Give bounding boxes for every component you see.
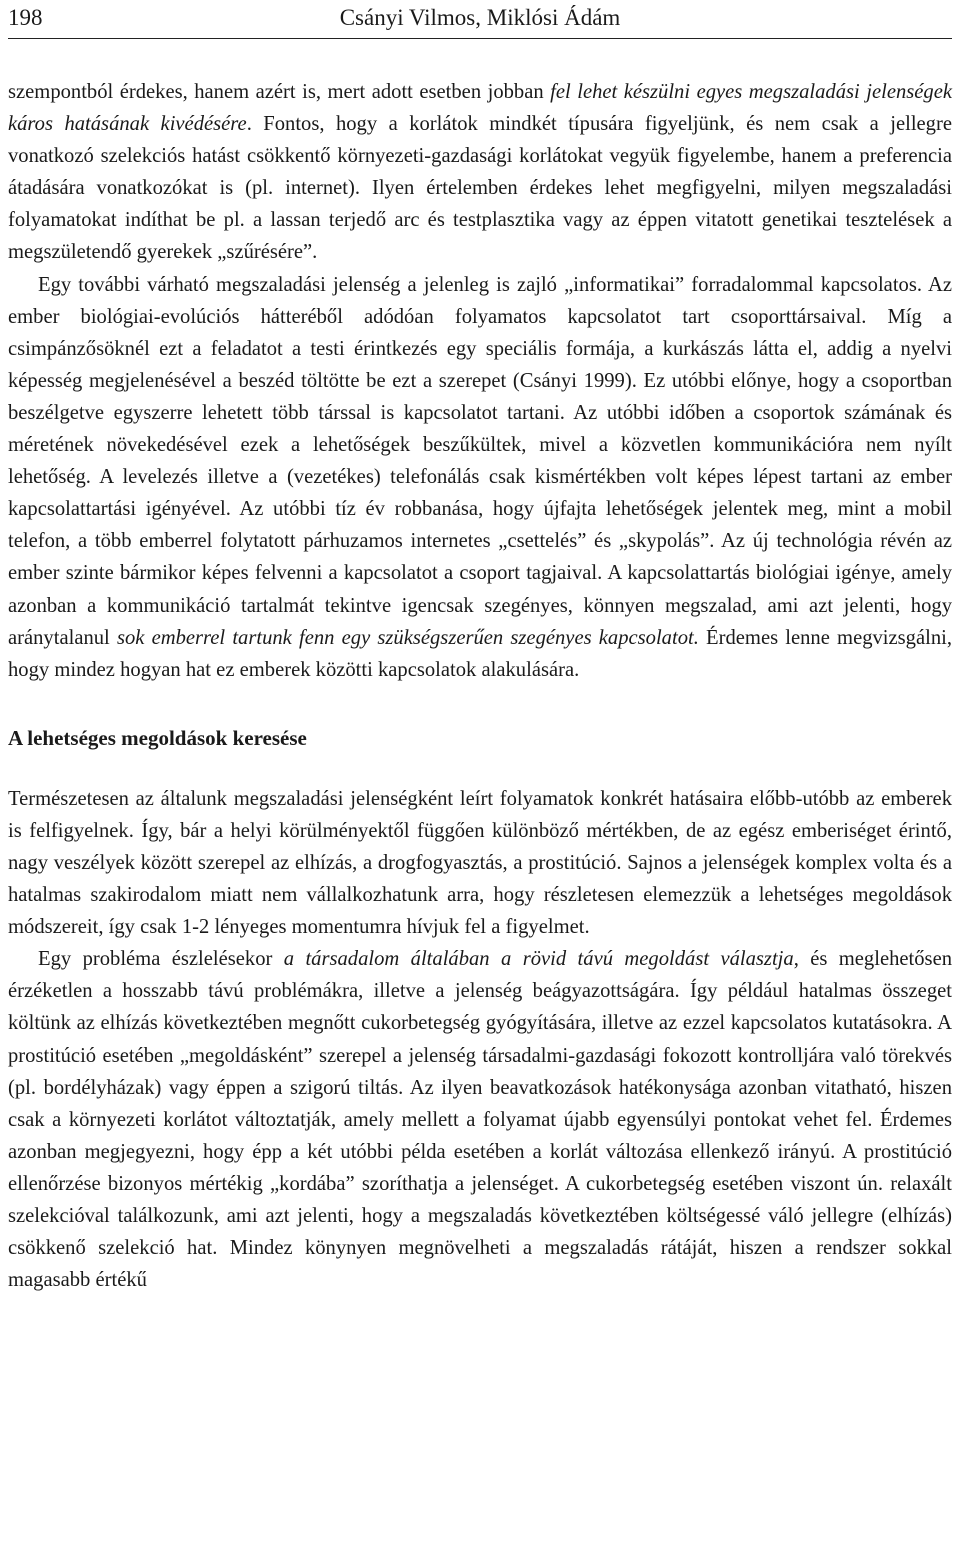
text-run: , és meglehetősen érzéketlen a hosszabb távú problémákra, illetve a jelenség beágyazottságára. Így például hatalmas összeget költünk az elhízás következtében megnőtt cukorbetegség gyógyítására, illetve az ezzel kapcsolatos kutatásokra. A prostitúció esetében „megoldásként” szerepel a jelenség társadalmi-gazdasági fokozott kontrolljára való törekvés (pl. bordélyházak) vagy éppen a szigorú tiltás. Az ilyen beavatkozások hatékonysága azonban vitatható, hiszen csak a környezeti korlátot változtatják, amely mellett a folyamat újabb egyensúlyi pontokat vehet fel. Érdemes azonban megjegyezni, hogy épp a két utóbbi példa esetében a korlát változása ellenkező irányú. A prostitúció ellenőrzése bizonyos mértékig „kordába” szoríthatja a jelenséget. A cukorbetegség esetében viszont ún. relaxált szelekcióval találkozunk, ami azt jelenti, hogy a megszaladás következtében költségessé váló jellegre (elhízás) csökkenő szelekció hat. Mindez könynyen megnövelheti a megszaladás rátáját, hiszen a rendszer sokkal magasabb értékű	[8, 948, 953, 1292]
text-run: Természetesen az általunk megszaladási jelenségként leírt folyamatok konkrét hatásaira előbb-utóbb az emberek is felfigyelnek. Így, bár a helyi körülményektől függően különböző mértékben, de az egész emberiséget érintő, nagy veszélyek között szerepel az elhízás, a drogfogyasztás, a prostitúció. Sajnos a jelenségek komplex volta és a hatalmas szakirodalom miatt nem vállalkozhatunk arra, hogy részletesen elemezzük a lehetséges megoldások módszereit, így csak 1-2 lényeges momentumra hívjuk fel a figyelmet.	[8, 787, 952, 939]
page-body	[8, 76, 952, 1296]
italic-run: a társadalom általában a rövid távú megoldást választja	[283, 948, 794, 971]
text-run: szempontból érdekes, hanem azért is, mert adott esetben jobban	[8, 81, 551, 103]
italic-run: fel lehet készülni egyes megszaladási jelenségek káros hatásának kivédésére	[8, 81, 953, 136]
running-head-authors: Csányi Vilmos, Miklósi Ádám	[339, 5, 621, 30]
running-header	[8, 0, 952, 39]
body-paragraph	[8, 943, 952, 1296]
text-run: Egy probléma észlelésekor	[38, 948, 284, 971]
text-run: Érdemes lenne megvizsgálni, hogy mindez hogyan hat ez emberek közötti kapcsolatok alakulására.	[8, 626, 953, 681]
italic-run: sok emberrel tartunk fenn egy szükségszerűen szegényes kapcsolatot.	[116, 626, 699, 649]
body-paragraph	[8, 783, 952, 943]
body-paragraph	[8, 76, 952, 269]
body-paragraph	[8, 269, 952, 686]
section-heading: A lehetséges megoldások keresése	[8, 725, 307, 750]
text-run: Egy további várható megszaladási jelenség a jelenleg is zajló „informatikai” forradalommal kapcsolatos. Az ember biológiai-evolúciós hátteréből adódóan folyamatos kapcsolatot tart csoporttársaival. Míg a csimpánzősöknél ezt a feladatot a testi érintkezés egy speciális formája, a kurkászás látta el, addig a nyelvi képesség megjelenésével a beszéd töltötte be ezt a szerepet (Csányi 1999). Ez utóbbi előnye, hogy a csoportban beszélgetve egyszerre lehetett több társsal is kapcsolatot tartani. Az utóbbi időben a csoportok számának és méretének növekedésével ezek a lehetőségek beszűkültek, mivel a közvetlen kommunikációra nem nyílt lehetőség. A levelezés illetve a (vezetékes) telefonálás csak kismértékben volt képes lépest tartani az ember kapcsolattartási igényével. Az utóbbi tíz év robbanása, hogy újfajta lehetőségek jelentek meg, mint a mobil telefon, a több emberrel folytatott párhuzamos internetes „csettelés” és „skypolás”. Az új technológia révén az ember szinte bármikor képes felvenni a kapcsolatot a csoport tagjaival. A kapcsolattartás biológiai igénye, amely azonban a kommunikáció tartalmát tekintve igencsak szegényes, könnyen megszalad, ami azt jelenti, hogy aránytalanul	[8, 273, 952, 649]
text-run: . Fontos, hogy a korlátok mindkét típusára figyeljünk, és nem csak a jellegre vonatkozó szelekciós hatást csökkentő környezeti-gazdasági korlátokat vegyük figyelembe, hanem a preferencia átadására vonatkozókat is (pl. internet). Ilyen értelemben érdekes lehet megfigyelni, milyen megszaladási folyamatokat indíthat be pl. a lassan terjedő arc és testplasztika vagy az éppen vitatott genetikai tesztelések a megszületendő gyerekek „szűrésére”.	[8, 113, 952, 264]
page-number: 198	[8, 5, 43, 30]
